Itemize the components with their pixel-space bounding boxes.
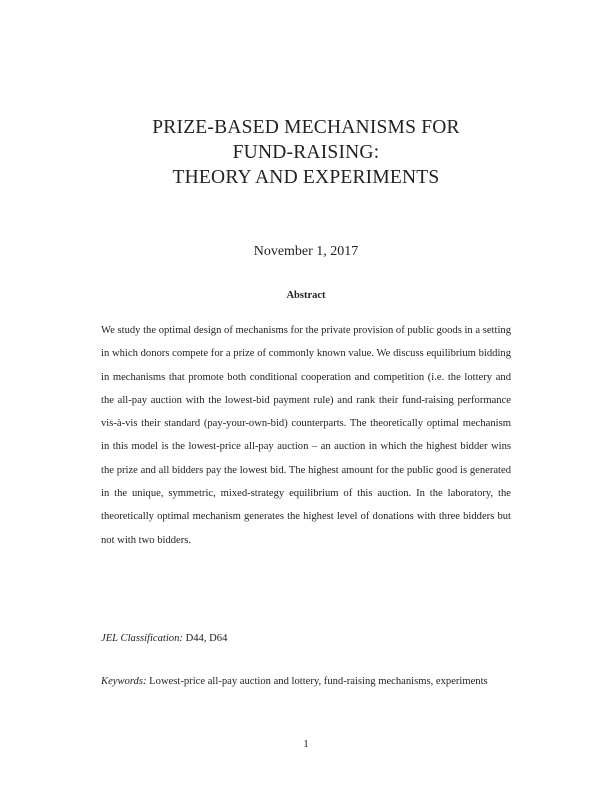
keywords-label: Keywords:: [101, 676, 147, 687]
jel-label: JEL Classification:: [101, 633, 183, 644]
title-line-2: FUND-RAISING:: [232, 142, 380, 163]
title-line-1: PRIZE-BASED MECHANISMS FOR: [152, 117, 460, 138]
keywords-text: Lowest-price all-pay auction and lottery, fund-raising mechanisms, experiments: [149, 676, 488, 687]
abstract-heading: Abstract: [286, 290, 326, 301]
keywords: [101, 670, 511, 693]
paper-title: [0, 115, 612, 190]
jel-classification: [101, 627, 511, 650]
title-line-3: THEORY AND EXPERIMENTS: [172, 167, 440, 188]
abstract-text: We study the optimal design of mechanisms for the private provision of public goods in a setting in which donors compete for a prize of commonly known value. We discuss equilibrium bidding in mechanisms that promote both conditional cooperation and competition (i.e. the lottery and the all-pay auction with the lowest-bid payment rule) and rank their fund-raising performance vis-à-vis their standard (pay-your-own-bid) counterparts. The theoretically optimal mechanism in this model is the lowest-price all-pay auction – an auction in which the highest bidder wins the prize and all bidders pay the lowest bid. The highest amount for the public good is generated in the unique, symmetric, mixed-strategy equilibrium of this auction. In the laboratory, the theoretically optimal mechanism generates the highest level of donations with three bidders but not with two bidders.: [101, 325, 511, 546]
page-number: 1: [303, 738, 309, 750]
jel-codes: D44, D64: [185, 633, 228, 644]
paper-date: November 1, 2017: [253, 244, 359, 259]
